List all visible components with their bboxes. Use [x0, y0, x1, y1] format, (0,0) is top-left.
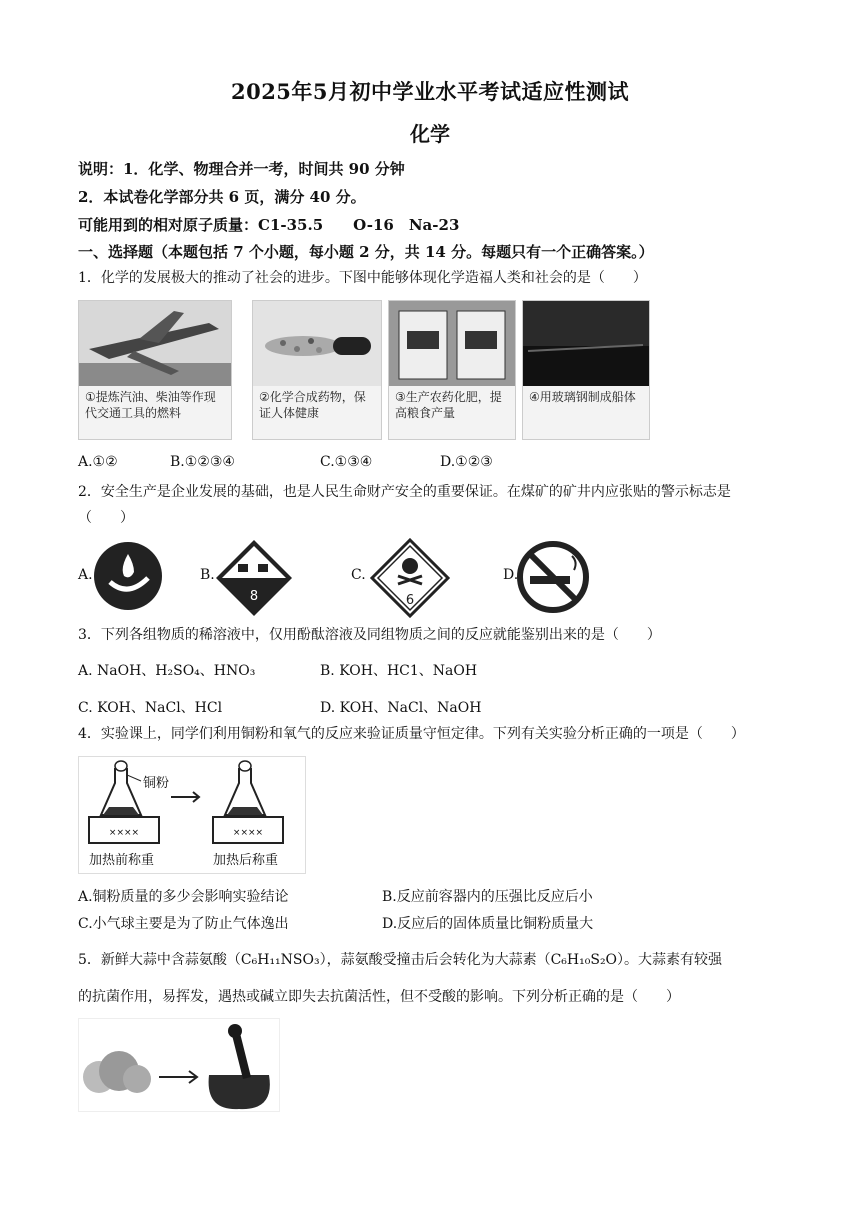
q1-caption-4: ④用玻璃钢制成船体	[529, 390, 636, 404]
airplane-icon	[79, 301, 231, 386]
q2-label-d[interactable]: D.	[503, 567, 519, 583]
q1-option-a[interactable]: A.①②	[78, 454, 118, 470]
note-2: 2．本试卷化学部分共 6 页，满分 40 分。	[78, 188, 366, 206]
q2-label-c[interactable]: C.	[351, 567, 366, 583]
flammable-liquid-sign-icon[interactable]	[92, 540, 164, 612]
q1-option-c[interactable]: C.①③④	[320, 454, 373, 470]
sign-c-number: 6	[405, 593, 415, 608]
q1-caption-2: ②化学合成药物，保证人体健康	[259, 390, 366, 420]
q3-option-d[interactable]: D. KOH、NaCl、NaOH	[320, 700, 482, 716]
q4-experiment-figure	[78, 756, 306, 874]
q2-stem-paren: （ ）	[78, 510, 134, 526]
q4-caption-before: 加热前称重	[89, 853, 155, 868]
q1-caption-1: ①提炼汽油、柴油等作现代交通工具的燃料	[85, 390, 216, 420]
fertilizer-bags-icon	[389, 301, 515, 386]
q5-line-1: 5．新鲜大蒜中含蒜氨酸（C₆H₁₁NSO₃），蒜氨酸受撞击后会转化为大蒜素（C₆H₁₀S₂O）。大蒜素有较强	[78, 952, 723, 968]
toxic-sign-icon[interactable]	[370, 538, 450, 618]
note-3: 可能用到的相对原子质量：C1-35.5 O-16 Na-23	[78, 216, 460, 234]
section-heading: 一、选择题（本题包括 7 个小题，每小题 2 分，共 14 分。每题只有一个正确答案。）	[78, 243, 654, 261]
q1-stem: 1．化学的发展极大的推动了社会的进步。下图中能够体现化学造福人类和社会的是（ ）	[78, 270, 647, 286]
q1-option-b[interactable]: B.①②③④	[170, 454, 235, 470]
exam-title: 2025年5月初中学业水平考试适应性测试	[230, 79, 630, 104]
q5-garlic-figure	[78, 1018, 280, 1112]
balance-flask-icon	[79, 757, 305, 873]
pills-icon	[253, 301, 381, 386]
q4-scale-left: ××××	[108, 828, 140, 838]
q1-option-d[interactable]: D.①②③	[440, 454, 493, 470]
q5-line-2: 的抗菌作用，易挥发，遇热或碱立即失去抗菌活性，但不受酸的影响。下列分析正确的是（ ）	[78, 989, 680, 1005]
q3-option-a[interactable]: A. NaOH、H₂SO₄、HNO₃	[78, 663, 256, 679]
q4-option-b[interactable]: B.反应前容器内的压强比反应后小	[382, 889, 593, 905]
q4-stem: 4．实验课上，同学们利用铜粉和氧气的反应来验证质量守恒定律。下列有关实验分析正确的一项是（ ）	[78, 726, 745, 742]
no-smoking-sign-icon[interactable]	[516, 540, 590, 614]
garlic-mortar-icon	[79, 1019, 279, 1111]
q1-image-airplane	[78, 300, 232, 440]
q1-image-fertilizer	[388, 300, 516, 440]
q1-caption-3: ③生产农药化肥，提高粮食产量	[395, 390, 502, 420]
q4-option-d[interactable]: D.反应后的固体质量比铜粉质量大	[382, 916, 594, 932]
q4-label-copper: 铜粉	[143, 776, 170, 791]
ship-hull-icon	[523, 301, 649, 386]
sign-b-number: 8	[249, 589, 259, 604]
q1-image-medicine	[252, 300, 382, 440]
q3-option-c[interactable]: C. KOH、NaCl、HCl	[78, 700, 223, 716]
q2-stem: 2．安全生产是企业发展的基础，也是人民生命财产安全的重要保证。在煤矿的矿井内应张贴的警示标志是	[78, 484, 731, 500]
note-1: 说明：1．化学、物理合并一考，时间共 90 分钟	[78, 160, 405, 178]
q1-image-ship	[522, 300, 650, 440]
q4-caption-after: 加热后称重	[213, 853, 279, 868]
q3-option-b[interactable]: B. KOH、HC1、NaOH	[320, 663, 478, 679]
q3-stem: 3．下列各组物质的稀溶液中，仅用酚酞溶液及同组物质之间的反应就能鉴别出来的是（ ）	[78, 627, 661, 643]
q4-option-a[interactable]: A.铜粉质量的多少会影响实验结论	[78, 889, 289, 905]
corrosive-sign-icon[interactable]	[214, 538, 294, 618]
q4-option-c[interactable]: C.小气球主要是为了防止气体逸出	[78, 916, 289, 932]
q2-label-a[interactable]: A.	[78, 567, 93, 583]
q2-label-b[interactable]: B.	[200, 567, 215, 583]
subject-title: 化学	[410, 122, 450, 146]
q4-scale-right: ××××	[232, 828, 264, 838]
